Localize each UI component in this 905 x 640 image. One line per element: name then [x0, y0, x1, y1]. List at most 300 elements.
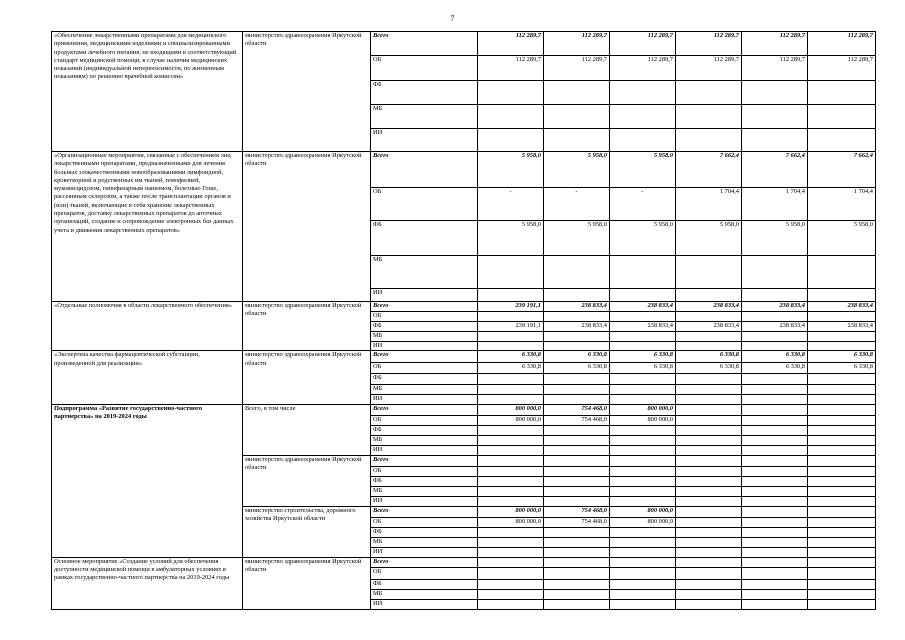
value-cell: [676, 105, 742, 129]
activity-name-cell: «Организационные мероприятия, связанные с обеспечением лиц лекарственными препаратами, предназначенными для лечения больных злокачественными новообразованиями лимфоидной, кроветворной и родственных им тканей, гемофилией, муковисцидозом, гипофизарным нанизмом, болезнью Гоше, рассеянным склерозом, а также после трансплантации органов и (или) тканей, включающие в себя хранение лекарственных препаратов, доставку лекарственных препаратов до аптечных организаций, создание и сопровождение электронных баз данных учета и движения лекарственных препаратов»: [52, 152, 243, 302]
value-cell: [610, 599, 676, 609]
table-row: [52, 152, 876, 188]
value-cell: [544, 374, 610, 385]
activity-name-cell: «Экспертиза качества фармацевтической субстанции, произведенной для реализации»: [52, 351, 243, 404]
value-cell: [610, 547, 676, 557]
value-cell: 6 330,8: [544, 363, 610, 374]
value-cell: [544, 579, 610, 589]
value-cell: [676, 496, 742, 506]
value-cell: [544, 547, 610, 557]
value-cell: 800 000,0: [610, 517, 676, 527]
value-cell: 5 958,0: [610, 152, 676, 188]
value-cell: [676, 589, 742, 599]
value-cell: [742, 332, 808, 342]
source-cell: ФБ: [371, 221, 478, 256]
source-cell: МБ: [371, 256, 478, 289]
value-cell: 239 191,1: [478, 302, 544, 312]
value-cell: [742, 589, 808, 599]
executor-cell: министерство здравоохранения Иркутской области: [243, 152, 371, 302]
value-cell: [676, 129, 742, 152]
value-cell: [676, 415, 742, 425]
source-cell: ФБ: [371, 476, 478, 486]
source-cell: ОБ: [371, 188, 478, 221]
source-cell: ФБ: [371, 527, 478, 537]
value-cell: [610, 374, 676, 385]
executor-cell: министерство здравоохранения Иркутской области: [243, 455, 371, 506]
value-cell: [742, 517, 808, 527]
value-cell: [610, 557, 676, 567]
value-cell: [808, 579, 876, 589]
value-cell: [544, 567, 610, 579]
value-cell: [610, 105, 676, 129]
value-cell: 7 662,4: [808, 152, 876, 188]
value-cell: 112 289,7: [610, 56, 676, 81]
source-cell: ОБ: [371, 466, 478, 476]
source-cell: Всего: [371, 32, 478, 56]
value-cell: [610, 81, 676, 105]
value-cell: [544, 81, 610, 105]
value-cell: [478, 537, 544, 547]
source-cell: ИИ: [371, 395, 478, 404]
value-cell: [478, 105, 544, 129]
source-cell: МБ: [371, 332, 478, 342]
value-cell: [478, 527, 544, 537]
value-cell: 238 833,4: [610, 322, 676, 332]
source-cell: ФБ: [371, 322, 478, 332]
table-row: [52, 351, 876, 363]
table-row: [52, 557, 876, 567]
value-cell: [742, 256, 808, 289]
value-cell: [808, 374, 876, 385]
value-cell: [544, 289, 610, 302]
value-cell: 238 833,4: [676, 322, 742, 332]
value-cell: [610, 445, 676, 455]
value-cell: [478, 455, 544, 466]
executor-cell: министерство здравоохранения Иркутской области: [243, 351, 371, 404]
value-cell: [742, 435, 808, 445]
page-number: 7: [450, 14, 455, 23]
value-cell: [676, 506, 742, 517]
value-cell: [742, 395, 808, 404]
value-cell: [742, 374, 808, 385]
value-cell: [676, 445, 742, 455]
value-cell: [478, 385, 544, 395]
value-cell: [544, 589, 610, 599]
value-cell: [676, 537, 742, 547]
value-cell: [610, 527, 676, 537]
value-cell: [676, 425, 742, 435]
value-cell: [544, 557, 610, 567]
value-cell: [742, 567, 808, 579]
value-cell: [808, 476, 876, 486]
executor-cell: министерство здравоохранения Иркутской области: [243, 302, 371, 351]
value-cell: [808, 506, 876, 517]
value-cell: 7 662,4: [742, 152, 808, 188]
value-cell: [808, 466, 876, 476]
value-cell: [808, 425, 876, 435]
value-cell: [478, 312, 544, 322]
value-cell: [742, 547, 808, 557]
value-cell: [742, 466, 808, 476]
source-cell: МБ: [371, 486, 478, 496]
value-cell: 238 833,4: [544, 302, 610, 312]
value-cell: 800 000,0: [610, 415, 676, 425]
value-cell: [610, 466, 676, 476]
value-cell: 5 958,0: [610, 221, 676, 256]
source-cell: ИИ: [371, 599, 478, 609]
source-cell: МБ: [371, 435, 478, 445]
value-cell: [808, 289, 876, 302]
value-cell: [676, 455, 742, 466]
value-cell: 800 000,0: [610, 506, 676, 517]
source-cell: МБ: [371, 105, 478, 129]
value-cell: [676, 289, 742, 302]
value-cell: [610, 332, 676, 342]
value-cell: 112 289,7: [676, 32, 742, 56]
value-cell: [742, 486, 808, 496]
value-cell: 6 330,8: [478, 351, 544, 363]
value-cell: 800 000,0: [478, 404, 544, 415]
value-cell: 7 662,4: [676, 152, 742, 188]
value-cell: [676, 599, 742, 609]
value-cell: [676, 256, 742, 289]
source-cell: Всего: [371, 506, 478, 517]
value-cell: [676, 342, 742, 351]
value-cell: [478, 466, 544, 476]
value-cell: 6 330,8: [742, 351, 808, 363]
source-cell: ИИ: [371, 342, 478, 351]
value-cell: 6 330,8: [676, 351, 742, 363]
value-cell: [610, 289, 676, 302]
value-cell: [610, 476, 676, 486]
value-cell: [808, 517, 876, 527]
value-cell: [544, 435, 610, 445]
value-cell: [478, 256, 544, 289]
value-cell: [478, 425, 544, 435]
value-cell: [478, 579, 544, 589]
value-cell: 238 833,4: [676, 302, 742, 312]
value-cell: [676, 466, 742, 476]
value-cell: [808, 599, 876, 609]
value-cell: [478, 395, 544, 404]
value-cell: [808, 527, 876, 537]
source-cell: ИИ: [371, 496, 478, 506]
value-cell: [676, 332, 742, 342]
value-cell: [808, 105, 876, 129]
value-cell: [742, 81, 808, 105]
value-cell: [610, 455, 676, 466]
value-cell: [544, 342, 610, 351]
value-cell: [742, 385, 808, 395]
source-cell: Всего: [371, 404, 478, 415]
value-cell: 6 330,8: [742, 363, 808, 374]
value-cell: 6 330,8: [610, 351, 676, 363]
value-cell: 112 289,7: [544, 56, 610, 81]
activity-name-cell: «Обеспечение лекарственными препаратами для медицинского применения, медицинскими изделиями и специализированными продуктами лечебного питания, не входящими в соответствующий стандарт медицинской помощи, в случае наличия медицинских показаний (индивидуальной непереносимости, по жизненным показаниям) по решению врачебной комиссии»: [52, 32, 243, 152]
value-cell: [610, 567, 676, 579]
value-cell: 112 289,7: [544, 32, 610, 56]
value-cell: [478, 374, 544, 385]
value-cell: [808, 395, 876, 404]
value-cell: 754 468,0: [544, 506, 610, 517]
value-cell: 238 833,4: [742, 302, 808, 312]
source-cell: ИИ: [371, 547, 478, 557]
value-cell: 5 958,0: [478, 152, 544, 188]
value-cell: [478, 599, 544, 609]
value-cell: [676, 567, 742, 579]
value-cell: [808, 567, 876, 579]
value-cell: 6 330,8: [808, 351, 876, 363]
value-cell: 754 468,0: [544, 404, 610, 415]
value-cell: 1 704,4: [676, 188, 742, 221]
value-cell: 754 468,0: [544, 415, 610, 425]
value-cell: [676, 557, 742, 567]
value-cell: [478, 547, 544, 557]
value-cell: [676, 527, 742, 537]
value-cell: [742, 404, 808, 415]
executor-cell: Всего, в том числе: [243, 404, 371, 455]
source-cell: ОБ: [371, 312, 478, 322]
value-cell: [610, 589, 676, 599]
value-cell: [544, 496, 610, 506]
table-row: [52, 32, 876, 56]
source-cell: ИИ: [371, 445, 478, 455]
value-cell: [676, 435, 742, 445]
value-cell: -: [544, 188, 610, 221]
source-cell: Всего: [371, 455, 478, 466]
main-activity-name-cell: Основное мероприятие «Создание условий для обеспечения доступности медицинской помощи в амбулаторных условиях в рамках государственно-частного партнерства на 2019-2024 годы: [52, 557, 243, 609]
value-cell: 800 000,0: [610, 404, 676, 415]
value-cell: [808, 332, 876, 342]
value-cell: [478, 81, 544, 105]
value-cell: 112 289,7: [478, 56, 544, 81]
value-cell: [742, 557, 808, 567]
value-cell: [544, 332, 610, 342]
value-cell: [544, 312, 610, 322]
value-cell: [676, 312, 742, 322]
source-cell: МБ: [371, 537, 478, 547]
value-cell: 112 289,7: [808, 56, 876, 81]
value-cell: [544, 129, 610, 152]
value-cell: [742, 599, 808, 609]
value-cell: [742, 129, 808, 152]
value-cell: [808, 547, 876, 557]
value-cell: 238 833,4: [544, 322, 610, 332]
executor-cell: министерство строительства, дорожного хозяйства Иркутской области: [243, 506, 371, 557]
source-cell: ИИ: [371, 129, 478, 152]
value-cell: 1 704,4: [808, 188, 876, 221]
value-cell: [478, 289, 544, 302]
value-cell: [676, 579, 742, 589]
value-cell: [478, 567, 544, 579]
value-cell: [544, 486, 610, 496]
value-cell: [544, 455, 610, 466]
value-cell: [610, 579, 676, 589]
value-cell: 6 330,8: [544, 351, 610, 363]
value-cell: [742, 445, 808, 455]
value-cell: [742, 425, 808, 435]
value-cell: [544, 527, 610, 537]
value-cell: 238 833,4: [808, 322, 876, 332]
value-cell: [478, 435, 544, 445]
source-cell: ОБ: [371, 567, 478, 579]
value-cell: [742, 342, 808, 351]
value-cell: [610, 129, 676, 152]
value-cell: 112 289,7: [610, 32, 676, 56]
value-cell: [742, 415, 808, 425]
value-cell: 800 000,0: [478, 506, 544, 517]
value-cell: [610, 537, 676, 547]
value-cell: 112 289,7: [808, 32, 876, 56]
value-cell: 800 000,0: [478, 517, 544, 527]
value-cell: 112 289,7: [478, 32, 544, 56]
value-cell: 5 958,0: [676, 221, 742, 256]
source-cell: ФБ: [371, 579, 478, 589]
value-cell: [808, 404, 876, 415]
value-cell: [478, 557, 544, 567]
value-cell: [478, 342, 544, 351]
value-cell: [676, 404, 742, 415]
value-cell: 239 191,1: [478, 322, 544, 332]
value-cell: [478, 445, 544, 455]
value-cell: [610, 312, 676, 322]
value-cell: [610, 425, 676, 435]
executor-cell: министерство здравоохранения Иркутской области: [243, 557, 371, 609]
table-row: [52, 302, 876, 312]
source-cell: МБ: [371, 589, 478, 599]
value-cell: [544, 537, 610, 547]
source-cell: ОБ: [371, 517, 478, 527]
source-cell: Всего: [371, 302, 478, 312]
value-cell: [478, 332, 544, 342]
budget-table: [51, 31, 876, 610]
value-cell: [544, 445, 610, 455]
value-cell: 6 330,8: [478, 363, 544, 374]
value-cell: [478, 496, 544, 506]
value-cell: [742, 527, 808, 537]
value-cell: [544, 476, 610, 486]
value-cell: [544, 385, 610, 395]
source-cell: ОБ: [371, 363, 478, 374]
value-cell: [544, 395, 610, 404]
value-cell: [808, 557, 876, 567]
value-cell: 1 704,4: [742, 188, 808, 221]
value-cell: 5 958,0: [478, 221, 544, 256]
value-cell: [742, 289, 808, 302]
value-cell: [544, 466, 610, 476]
value-cell: [610, 435, 676, 445]
value-cell: [742, 506, 808, 517]
value-cell: [808, 445, 876, 455]
value-cell: 5 958,0: [544, 221, 610, 256]
value-cell: [676, 81, 742, 105]
value-cell: [676, 517, 742, 527]
value-cell: [478, 129, 544, 152]
value-cell: [808, 435, 876, 445]
value-cell: [808, 496, 876, 506]
table-row: [52, 404, 876, 415]
value-cell: [676, 395, 742, 404]
value-cell: [676, 374, 742, 385]
value-cell: [610, 385, 676, 395]
value-cell: 800 000,0: [478, 415, 544, 425]
value-cell: [808, 342, 876, 351]
value-cell: [610, 496, 676, 506]
value-cell: 5 958,0: [544, 152, 610, 188]
value-cell: 6 330,8: [676, 363, 742, 374]
value-cell: [544, 599, 610, 609]
value-cell: -: [610, 188, 676, 221]
value-cell: [676, 486, 742, 496]
source-cell: Всего: [371, 557, 478, 567]
value-cell: [808, 415, 876, 425]
value-cell: [742, 496, 808, 506]
activity-name-cell: «Отдельные полномочия в области лекарственного обеспечения»: [52, 302, 243, 351]
value-cell: [478, 589, 544, 599]
value-cell: [808, 589, 876, 599]
value-cell: [610, 395, 676, 404]
source-cell: Всего: [371, 351, 478, 363]
value-cell: [808, 129, 876, 152]
value-cell: 6 330,8: [610, 363, 676, 374]
source-cell: ФБ: [371, 81, 478, 105]
value-cell: 112 289,7: [742, 32, 808, 56]
value-cell: [808, 312, 876, 322]
value-cell: [610, 256, 676, 289]
value-cell: 238 833,4: [610, 302, 676, 312]
value-cell: 238 833,4: [742, 322, 808, 332]
value-cell: [610, 342, 676, 351]
value-cell: [610, 486, 676, 496]
value-cell: [742, 312, 808, 322]
source-cell: ОБ: [371, 415, 478, 425]
value-cell: [544, 425, 610, 435]
subprogram-name-cell: Подпрограмма «Развитие государственно-частного партнерства» на 2019-2024 годы: [52, 404, 243, 557]
value-cell: 5 958,0: [808, 221, 876, 256]
value-cell: [808, 81, 876, 105]
value-cell: [676, 547, 742, 557]
value-cell: [742, 579, 808, 589]
source-cell: ОБ: [371, 56, 478, 81]
value-cell: 238 833,4: [808, 302, 876, 312]
source-cell: ИИ: [371, 289, 478, 302]
value-cell: 112 289,7: [742, 56, 808, 81]
value-cell: -: [478, 188, 544, 221]
value-cell: 5 958,0: [742, 221, 808, 256]
value-cell: 754 468,0: [544, 517, 610, 527]
source-cell: ФБ: [371, 374, 478, 385]
value-cell: [742, 537, 808, 547]
value-cell: [478, 486, 544, 496]
value-cell: [808, 486, 876, 496]
value-cell: [544, 256, 610, 289]
value-cell: [742, 105, 808, 129]
value-cell: [808, 385, 876, 395]
value-cell: [808, 256, 876, 289]
source-cell: МБ: [371, 385, 478, 395]
executor-cell: министерство здравоохранения Иркутской области: [243, 32, 371, 152]
value-cell: [676, 476, 742, 486]
value-cell: [742, 476, 808, 486]
value-cell: [544, 105, 610, 129]
value-cell: 112 289,7: [676, 56, 742, 81]
value-cell: [808, 537, 876, 547]
value-cell: [742, 455, 808, 466]
value-cell: 6 330,8: [808, 363, 876, 374]
value-cell: [676, 385, 742, 395]
source-cell: ФБ: [371, 425, 478, 435]
source-cell: Всего: [371, 152, 478, 188]
